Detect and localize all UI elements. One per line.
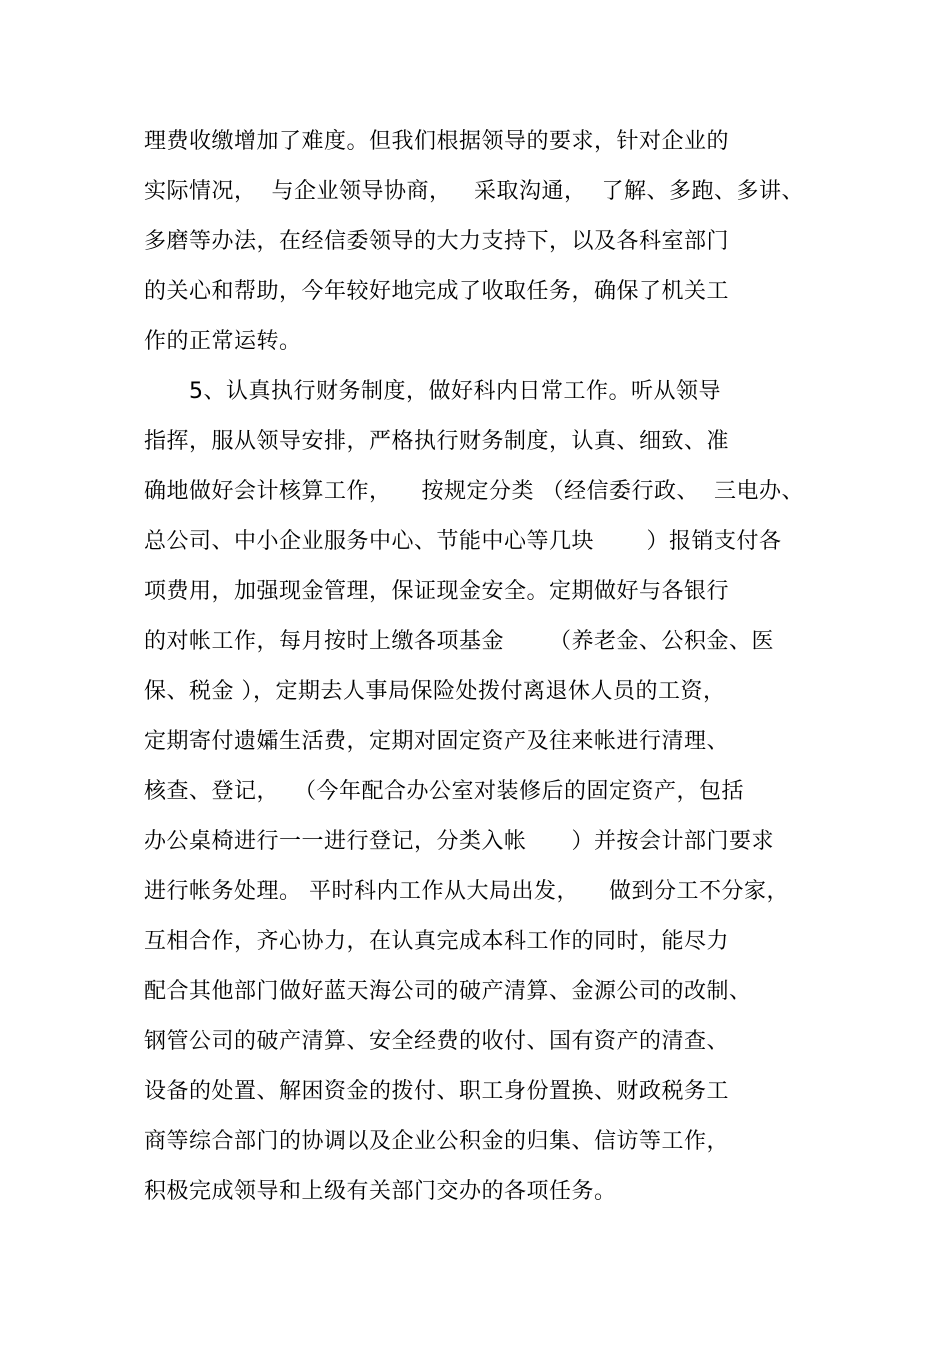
text-line: 保、税金 ），定期去人事局保险处拨付离退休人员的工资， (144, 679, 726, 704)
text-line: 互相合作，齐心协力，在认真完成本科工作的同时，能尽力 (144, 929, 730, 954)
text-line: 进行帐务处理。 平时科内工作从大局出发， 做到分工不分家， (144, 879, 789, 904)
text-line: 定期寄付遗孀生活费，定期对固定资产及往来帐进行清理、 (144, 729, 730, 754)
text-line: 理费收缴增加了难度。但我们根据领导的要求，针对企业的 (144, 129, 730, 154)
text-line: 实际情况， 与企业领导协商， 采取沟通， 了解、多跑、多讲、 (144, 179, 804, 204)
text-line: 多磨等办法，在经信委领导的大力支持下，以及各科室部门 (144, 229, 730, 254)
text-line: 5、认真执行财务制度，做好科内日常工作。听从领导 (144, 379, 721, 404)
text-line: 总公司、中小企业服务中心、节能中心等几块 ）报销支付各 (144, 529, 782, 554)
text-line: 的关心和帮助，今年较好地完成了收取任务，确保了机关工 (144, 279, 730, 304)
text-line: 设备的处置、解困资金的拨付、职工身份置换、财政税务工 (144, 1079, 730, 1104)
text-line: 作的正常运转。 (144, 329, 302, 354)
text-line: 指挥，服从领导安排，严格执行财务制度，认真、细致、准 (144, 429, 730, 454)
text-line: 确地做好会计核算工作， 按规定分类 （经信委行政、 三电办、 (144, 479, 804, 504)
text-line: 钢管公司的破产清算、安全经费的收付、国有资产的清查、 (144, 1029, 730, 1054)
text-line: 核查、登记， （今年配合办公室对装修后的固定资产，包括 (144, 779, 744, 804)
text-line: 项费用，加强现金管理，保证现金安全。定期做好与各银行 (144, 579, 730, 604)
text-line: 的对帐工作，每月按时上缴各项基金 （养老金、公积金、医 (144, 629, 774, 654)
text-line: 商等综合部门的协调以及企业公积金的归集、信访等工作， (144, 1129, 730, 1154)
text-line: 积极完成领导和上级有关部门交办的各项任务。 (144, 1179, 617, 1204)
text-line: 办公桌椅进行一一进行登记，分类入帐 ）并按会计部门要求 (144, 829, 774, 854)
text-line: 配合其他部门做好蓝天海公司的破产清算、金源公司的改制、 (144, 979, 752, 1004)
